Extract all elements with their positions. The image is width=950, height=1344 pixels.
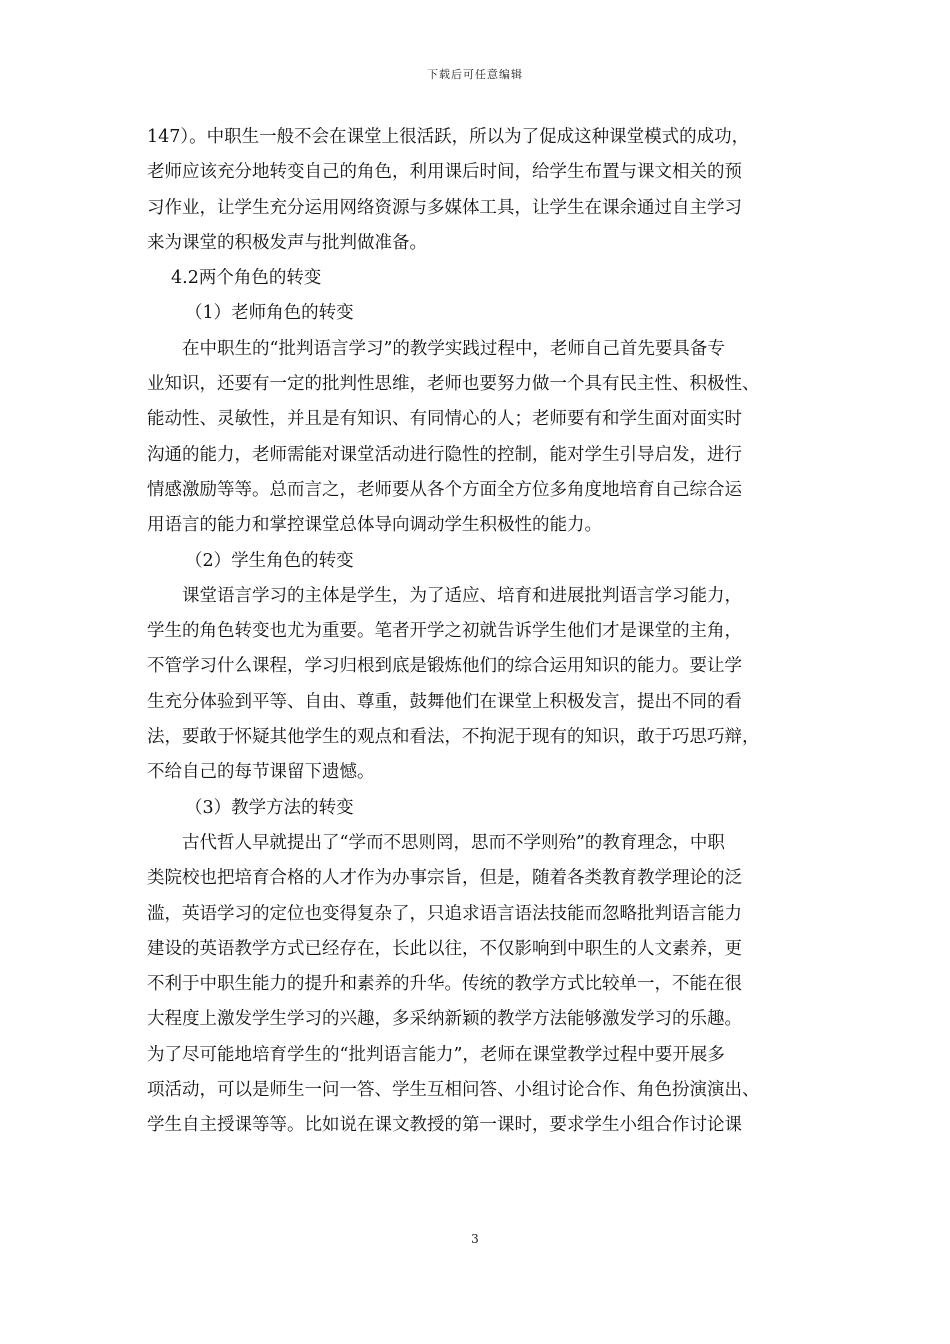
text-line: 不利于中职生能力的提升和素养的升华。传统的教学方式比较单一，不能在很 [147, 974, 742, 995]
text-line: 老师应该充分地转变自己的角色，利用课后时间，给学生布置与课文相关的预 [147, 162, 742, 183]
text-line: 为了尽可能地培育学生的“批判语言能力”，老师在课堂教学过程中要开展多 [147, 1044, 725, 1065]
text-line: 项活动，可以是师生一问一答、学生互相问答、小组讨论合作、角色扮演演出、 [147, 1080, 760, 1101]
text-line: 建设的英语教学方式已经存在，长此以往，不仅影响到中职生的人文素养，更 [147, 938, 742, 959]
text-line: 大程度上激发学生学习的兴趣，多采纳新颖的教学方法能够激发学习的乐趣。 [147, 1009, 742, 1030]
page-number: 3 [471, 1232, 479, 1246]
text-line: 习作业，让学生充分运用网络资源与多媒体工具，让学生在课余通过自主学习 [147, 197, 742, 218]
subsection-heading: （2）学生角色的转变 [185, 550, 354, 571]
text-line: 业知识，还要有一定的批判性思维，老师也要努力做一个具有民主性、积极性、 [147, 374, 760, 395]
text-line: 不管学习什么课程，学习归根到底是锻炼他们的综合运用知识的能力。要让学 [147, 656, 742, 677]
text-line: 能动性、灵敏性，并且是有知识、有同情心的人；老师要有和学生面对面实时 [147, 409, 742, 430]
text-line: 沟通的能力，老师需能对课堂活动进行隐性的控制，能对学生引导启发，进行 [147, 444, 742, 465]
text-line: 用语言的能力和掌控课堂总体导向调动学生积极性的能力。 [147, 515, 602, 536]
text-line: 147）。中职生一般不会在课堂上很活跃，所以为了促成这种课堂模式的成功， [147, 127, 750, 147]
subsection-heading: （3）教学方法的转变 [185, 797, 354, 818]
text-line: 课堂语言学习的主体是学生，为了适应、培育和进展批判语言学习能力， [182, 585, 742, 606]
text-line: 情感激励等等。总而言之，老师要从各个方面全方位多角度地培育自己综合运 [147, 479, 742, 500]
document-body [147, 120, 827, 1144]
text-line: 类院校也把培育合格的人才作为办事宗旨，但是，随着各类教育教学理论的泛 [147, 868, 742, 889]
text-line: 来为课堂的积极发声与批判做准备。 [147, 232, 427, 253]
text-line: 法，要敢于怀疑其他学生的观点和看法，不拘泥于现有的知识，敢于巧思巧辩， [147, 727, 760, 748]
text-line: 古代哲人早就提出了“学而不思则罔，思而不学则殆”的教育理念，中职 [182, 832, 725, 853]
text-line: 生充分体验到平等、自由、尊重，鼓舞他们在课堂上积极发言，提出不同的看 [147, 691, 742, 712]
text-line: 学生自主授课等等。比如说在课文教授的第一课时，要求学生小组合作讨论课 [147, 1115, 742, 1136]
text-line: 在中职生的“批判语言学习”的教学实践过程中，老师自己首先要具备专 [182, 338, 725, 359]
subsection-heading: （1）老师角色的转变 [185, 303, 354, 324]
section-heading: 4.2两个角色的转变 [171, 268, 322, 289]
page-header: 下载后可任意编辑 [427, 68, 523, 81]
text-line: 不给自己的每节课留下遗憾。 [147, 762, 375, 783]
text-line: 滥，英语学习的定位也变得复杂了，只追求语言语法技能而忽略批判语言能力 [147, 903, 742, 924]
text-line: 学生的角色转变也尤为重要。笔者开学之初就告诉学生他们才是课堂的主角， [147, 621, 742, 642]
